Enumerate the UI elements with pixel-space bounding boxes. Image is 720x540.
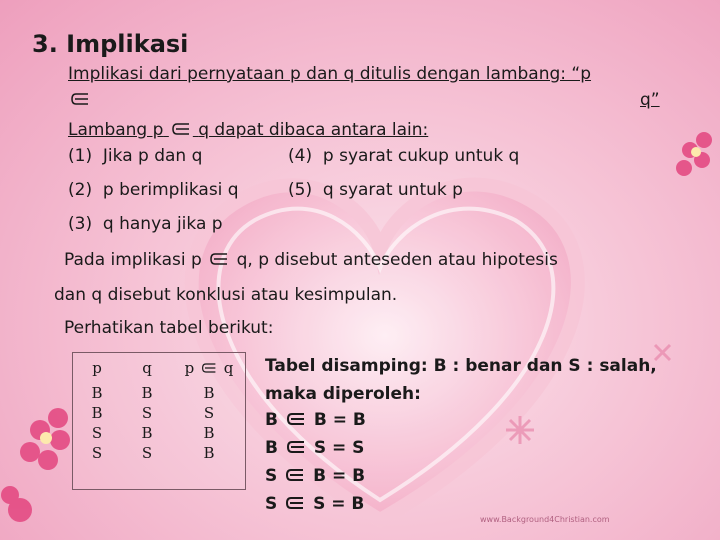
reading-intro-b: q dapat dibaca antara lain: [198,120,429,140]
reading-num: (3) [68,214,93,234]
reading-text: p berimplikasi q [102,180,239,200]
cell: S [141,444,153,462]
cell: B [91,404,103,422]
explanation-line-1 [64,250,558,270]
cell: B [203,444,215,462]
implies-arrow-icon [285,496,305,510]
reading-intro-a: Lambang p [68,120,164,140]
reading-text: p syarat cukup untuk q [322,146,520,166]
column-q [123,353,171,463]
reading-num: (1) [68,146,93,166]
rule-2 [265,438,364,458]
cell: S [91,424,103,442]
header-p-implies-q [173,353,245,383]
rule-right: B = B [313,410,366,430]
header-q: q [142,359,152,377]
explanation-line-2: dan q disebut konklusi atau kesimpulan. [54,285,398,305]
reading-item-4 [288,146,519,166]
column-p [73,353,121,463]
implies-arrow-icon [201,362,217,374]
reading-text: q hanya jika p [102,214,223,234]
reading-item-3 [68,214,223,234]
header-part: p [184,359,195,377]
rule-right: B = B [313,466,366,486]
cell: S [141,404,153,422]
table-intro: Perhatikan tabel berikut: [64,318,274,338]
reading-text: Jika p dan q [102,146,203,166]
note-line-1: Tabel disamping: B : benar dan S : salah, [265,356,657,376]
cell: S [91,444,103,462]
rule-4 [265,494,364,514]
rule-3 [265,466,365,486]
rule-left: S [265,494,278,514]
header-p: p [92,359,102,377]
definition-line-2-end: q” [640,90,660,110]
rule-left: B [265,438,278,458]
watermark: www.Background4Christian.com [480,515,610,524]
cell: B [203,424,215,442]
header-part: q [223,359,234,377]
reading-num: (5) [288,180,313,200]
rule-left: B [265,410,278,430]
reading-num: (4) [288,146,313,166]
reading-item-2 [68,180,239,200]
explain-b: q, p disebut anteseden atau hipotesis [236,250,558,270]
rule-right: S = B [313,494,365,514]
definition-arrow [68,90,92,110]
column-p-implies-q [173,353,245,463]
explain-a: Pada implikasi p [64,250,202,270]
implies-arrow-icon [209,252,229,266]
implies-arrow-icon [285,468,305,482]
reading-num: (2) [68,180,93,200]
cell: B [141,424,153,442]
implies-arrow-icon [171,122,191,136]
implies-arrow-icon [286,440,306,454]
reading-item-5 [288,180,463,200]
note-line-2: maka diperoleh: [265,384,421,404]
cell: B [203,384,215,402]
rule-right: S = S [313,438,365,458]
implies-arrow-icon [70,92,90,106]
reading-intro [68,120,428,140]
definition-line-1: Implikasi dari pernyataan p dan q ditulis dengan lambang: “p [68,64,592,84]
cell: S [203,404,215,422]
rule-left: S [265,466,278,486]
cell: B [91,384,103,402]
truth-table [72,352,246,490]
reading-item-1 [68,146,202,166]
implies-arrow-icon [286,412,306,426]
slide-title: 3. Implikasi [32,30,189,58]
reading-text: q syarat untuk p [322,180,463,200]
cell: B [141,384,153,402]
rule-1 [265,410,366,430]
